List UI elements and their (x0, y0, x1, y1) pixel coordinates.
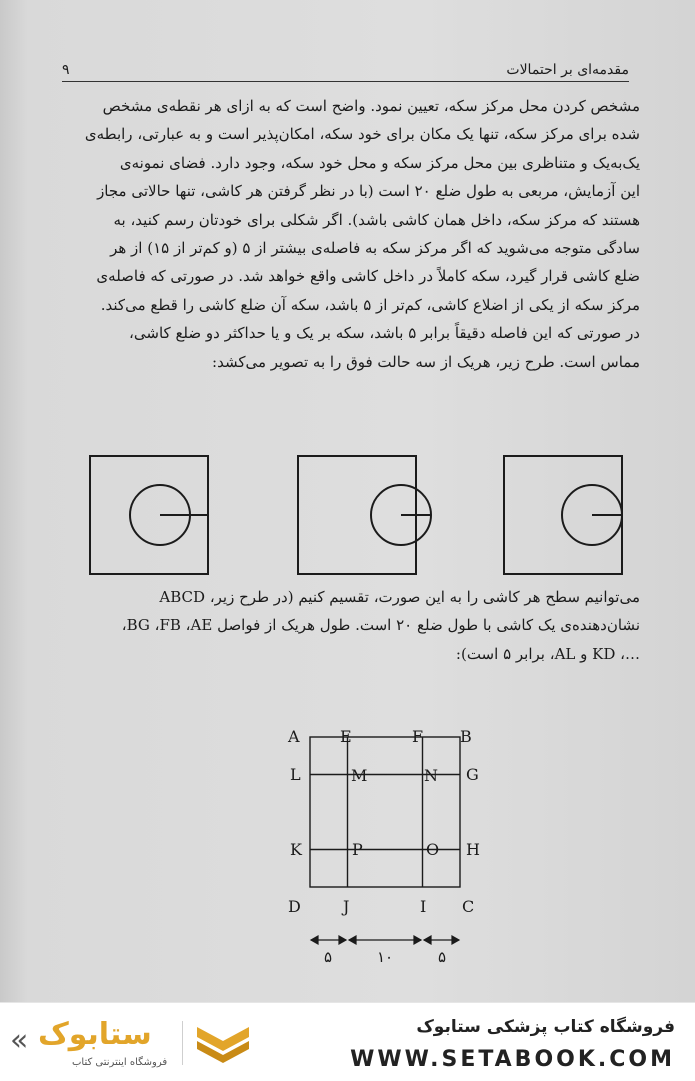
dimension-labels (324, 948, 446, 966)
paragraph-2 (80, 583, 640, 668)
tile-partition-figure (280, 722, 500, 972)
label-F: F (412, 727, 424, 746)
text-line: هستند که مرکز سکه، داخل همان کاشی باشد). اگر شکلی برای خودتان رسم کنید، به (113, 210, 640, 229)
logo-text: ستابوک (38, 1017, 152, 1052)
running-head (62, 56, 629, 82)
label-J: J (343, 897, 350, 916)
tile-coin-inside (504, 456, 622, 574)
logo-subtitle: فروشگاه اینترنتی کتاب (72, 1057, 168, 1068)
paragraph-1 (80, 92, 640, 376)
label-N: N (424, 766, 438, 785)
shop-name: فروشگاه کتاب پزشکی ستابوک (416, 1017, 675, 1037)
coin-positions-figure (80, 453, 640, 583)
label-D: D (288, 897, 301, 916)
dim-label-right: ۵ (437, 948, 447, 966)
page-number: ۹ (62, 62, 70, 78)
grid-lines (310, 737, 460, 887)
label-G: G (466, 765, 479, 784)
text-line: سادگی متوجه می‌شوید که اگر مرکز سکه به فاصله‌ی بیشتر از ۵ (و کم‌تر از ۱۵) از هر (110, 239, 640, 258)
dim-label-left: ۵ (323, 948, 333, 966)
dimension-arrows (311, 936, 459, 944)
label-I: I (420, 897, 427, 916)
text-line: ضلع کاشی قرار گیرد، سکه کاملاً در داخل کاشی واقع خواهد شد. در صورتی که فاصله‌ی (96, 267, 640, 286)
label-A: A (288, 727, 300, 746)
label-C: C (462, 897, 475, 916)
label-O: O (426, 840, 440, 859)
label-P: P (352, 840, 363, 859)
text-line: می‌توانیم سطح هر کاشی را به این صورت، تقسیم کنیم (در طرح زیر، ABCD (159, 588, 640, 606)
chapter-title: مقدمه‌ای بر احتمالات (506, 62, 629, 78)
text-line: این آزمایش، مربعی به طول ضلع ۲۰ است (با در نظر گرفتن هر کاشی، تنها حالاتی مجاز (97, 182, 640, 201)
watermark-footer (0, 1002, 695, 1081)
text-line: مرکز سکه از یکی از اضلاع کاشی، کم‌تر از ۵ باشد، سکه آن ضلع کاشی را قطع می‌کند. (100, 295, 640, 314)
text-line: مشخص کردن محل مرکز سکه، تعیین نمود. واضح است که به ازای هر نقطه‌ی مشخص (102, 97, 640, 115)
label-H: H (466, 840, 480, 859)
shop-url[interactable]: WWW.SETABOOK.COM (350, 1047, 675, 1072)
text-line: یک‌به‌یک و متناظری بین محل مرکز سکه و محل خود سکه، وجود دارد. فضای نمونه‌ی (119, 153, 640, 172)
label-B: B (460, 727, 472, 746)
tile-square (298, 456, 416, 574)
label-E: E (340, 727, 352, 746)
logo-divider (182, 1021, 183, 1065)
tile-coin-crossing (90, 456, 208, 574)
label-K: K (290, 840, 302, 859)
text-line: شده برای مرکز سکه، تنها یک مکان برای خود سکه، امکان‌پذیر است و به عبارتی، رابطه‌ی (84, 125, 640, 144)
text-line: نشان‌دهنده‌ی یک کاشی با طول ضلع ۲۰ است. طول هریک از فواصل BG ،FB ،AE، (121, 616, 640, 635)
label-M: M (351, 766, 368, 785)
book-chevron-logo-icon (195, 1019, 251, 1063)
text-line: در صورتی که این فاصله دقیقاً برابر ۵ باشد، سکه بر یک و یا حداکثر دو ضلع کاشی، (129, 324, 640, 343)
dim-label-middle: ۱۰ (376, 948, 394, 966)
tile-coin-tangent (298, 456, 431, 574)
tile-outline (310, 737, 460, 887)
text-line: …، KD و AL، برابر ۵ است): (455, 644, 640, 663)
label-L: L (290, 765, 301, 784)
text-line: مماس است. طرح زیر، هریک از سه حالت فوق را به تصویر می‌کشد: (212, 352, 640, 371)
double-chevron-left-icon: « (10, 1023, 29, 1058)
